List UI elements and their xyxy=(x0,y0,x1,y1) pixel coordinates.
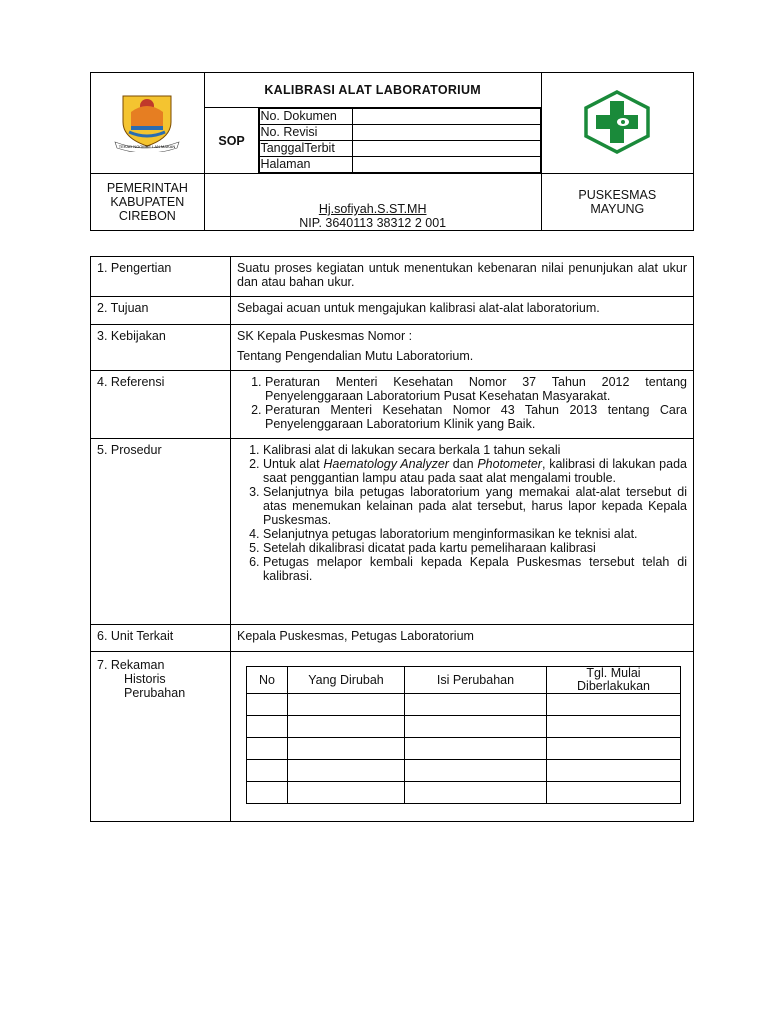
signer-name: Hj.sofiyah.S.ST.MH xyxy=(318,202,427,216)
table-row xyxy=(247,716,681,738)
meta-value xyxy=(353,141,540,157)
label-referensi: 4. Referensi xyxy=(91,371,231,439)
table-row xyxy=(247,782,681,804)
meta-label: Halaman xyxy=(260,157,353,173)
kebijakan-line: SK Kepala Puskesmas Nomor : xyxy=(237,329,413,343)
sop-body xyxy=(90,256,694,822)
kebijakan-line: Tentang Pengendalian Mutu Laboratorium. xyxy=(237,349,474,363)
text-pengertian: Suatu proses kegiatan untuk menentukan kebenaran nilai penunjukan alat ukur dan atau bahan ukur. xyxy=(231,257,694,297)
referensi-list xyxy=(237,375,687,431)
text-unit-terkait: Kepala Puskesmas, Petugas Laboratorium xyxy=(231,625,694,652)
list-item: 1. Peraturan Menteri Kesehatan Nomor 37 Tahun 2012 tentang Penyelenggaraan Laboratorium Pusat Kesehatan Masyarakat. xyxy=(265,375,687,403)
column-header: Isi Perubahan xyxy=(405,667,547,694)
meta-label: No. Dokumen xyxy=(260,109,353,125)
doc-meta-cell xyxy=(259,108,541,174)
label-pengertian: 1. Pengertian xyxy=(91,257,231,297)
label-rekaman xyxy=(91,652,231,822)
column-header: Tgl. Mulai Diberlakukan xyxy=(547,667,681,694)
table-row xyxy=(247,760,681,782)
column-header: Yang Dirubah xyxy=(288,667,405,694)
emblem-cell xyxy=(91,73,205,174)
document-title: KALIBRASI ALAT LABORATORIUM xyxy=(204,73,541,108)
puskesmas-logo-cell xyxy=(541,73,693,174)
list-item: 6. Petugas melapor kembali kepada Kepala Puskesmas tersebut telah di kalibrasi. xyxy=(263,555,687,583)
rekaman-label-line: Historis xyxy=(124,672,166,686)
label-tujuan: 2. Tujuan xyxy=(91,297,231,325)
table-row xyxy=(247,738,681,760)
label-kebijakan: 3. Kebijakan xyxy=(91,325,231,371)
org-right-line: PUSKESMAS xyxy=(578,188,657,202)
revision-history-table xyxy=(246,666,681,804)
meta-value xyxy=(353,125,540,141)
svg-text:TEKAD NGOMBE LAN MAKAN: TEKAD NGOMBE LAN MAKAN xyxy=(119,143,176,149)
sop-label: SOP xyxy=(204,108,259,174)
prosedur-list xyxy=(237,443,687,583)
text-referensi xyxy=(231,371,694,439)
org-left-line: CIREBON xyxy=(118,209,176,223)
org-left-line: PEMERINTAH xyxy=(106,181,188,195)
rekaman-label-line: Perubahan xyxy=(124,686,186,700)
column-header: No xyxy=(247,667,288,694)
org-right-line: MAYUNG xyxy=(590,202,645,216)
list-item: 2. Peraturan Menteri Kesehatan Nomor 43 Tahun 2013 tentang Cara Penyelenggaraan Laboratorium Klinik yang Baik. xyxy=(265,403,687,431)
list-item: 4. Selanjutnya petugas laboratorium menginformasikan ke teknisi alat. xyxy=(263,527,687,541)
label-unit-terkait: 6. Unit Terkait xyxy=(91,625,231,652)
list-item: 1. Kalibrasi alat di lakukan secara berkala 1 tahun sekali xyxy=(263,443,687,457)
org-left-line: KABUPATEN xyxy=(110,195,185,209)
meta-value xyxy=(353,157,540,173)
meta-label: No. Revisi xyxy=(260,125,353,141)
rekaman-label-line: 7. Rekaman xyxy=(97,658,165,672)
table-row xyxy=(247,694,681,716)
doc-meta-table xyxy=(259,108,540,173)
label-prosedur: 5. Prosedur xyxy=(91,439,231,625)
signer-cell xyxy=(204,174,541,231)
puskesmas-logo-icon xyxy=(581,89,653,155)
list-item: 3. Selanjutnya bila petugas laboratorium yang memakai alat-alat tersebut di atas menemukan kelainan pada alat tersebut, harus lapor kepada Kepala Puskesmas. xyxy=(263,485,687,527)
list-item: 5. Setelah dikalibrasi dicatat pada kartu pemeliharaan kalibrasi xyxy=(263,541,687,555)
sop-header xyxy=(90,72,694,231)
meta-label: TanggalTerbit xyxy=(260,141,353,157)
text-tujuan: Sebagai acuan untuk mengajukan kalibrasi alat-alat laboratorium. xyxy=(231,297,694,325)
signer-nip: NIP. 3640113 38312 2 001 xyxy=(299,216,447,230)
org-left xyxy=(91,174,205,231)
list-item: 2. Untuk alat Haematology Analyzer dan Photometer, kalibrasi di lakukan pada saat penggantian lampu atau pada saat alat mengalami trouble. xyxy=(263,457,687,485)
text-kebijakan xyxy=(231,325,694,371)
cirebon-emblem-icon xyxy=(111,92,183,152)
meta-value xyxy=(353,109,540,125)
rekaman-cell xyxy=(231,652,694,822)
org-right xyxy=(541,174,693,231)
text-prosedur xyxy=(231,439,694,625)
